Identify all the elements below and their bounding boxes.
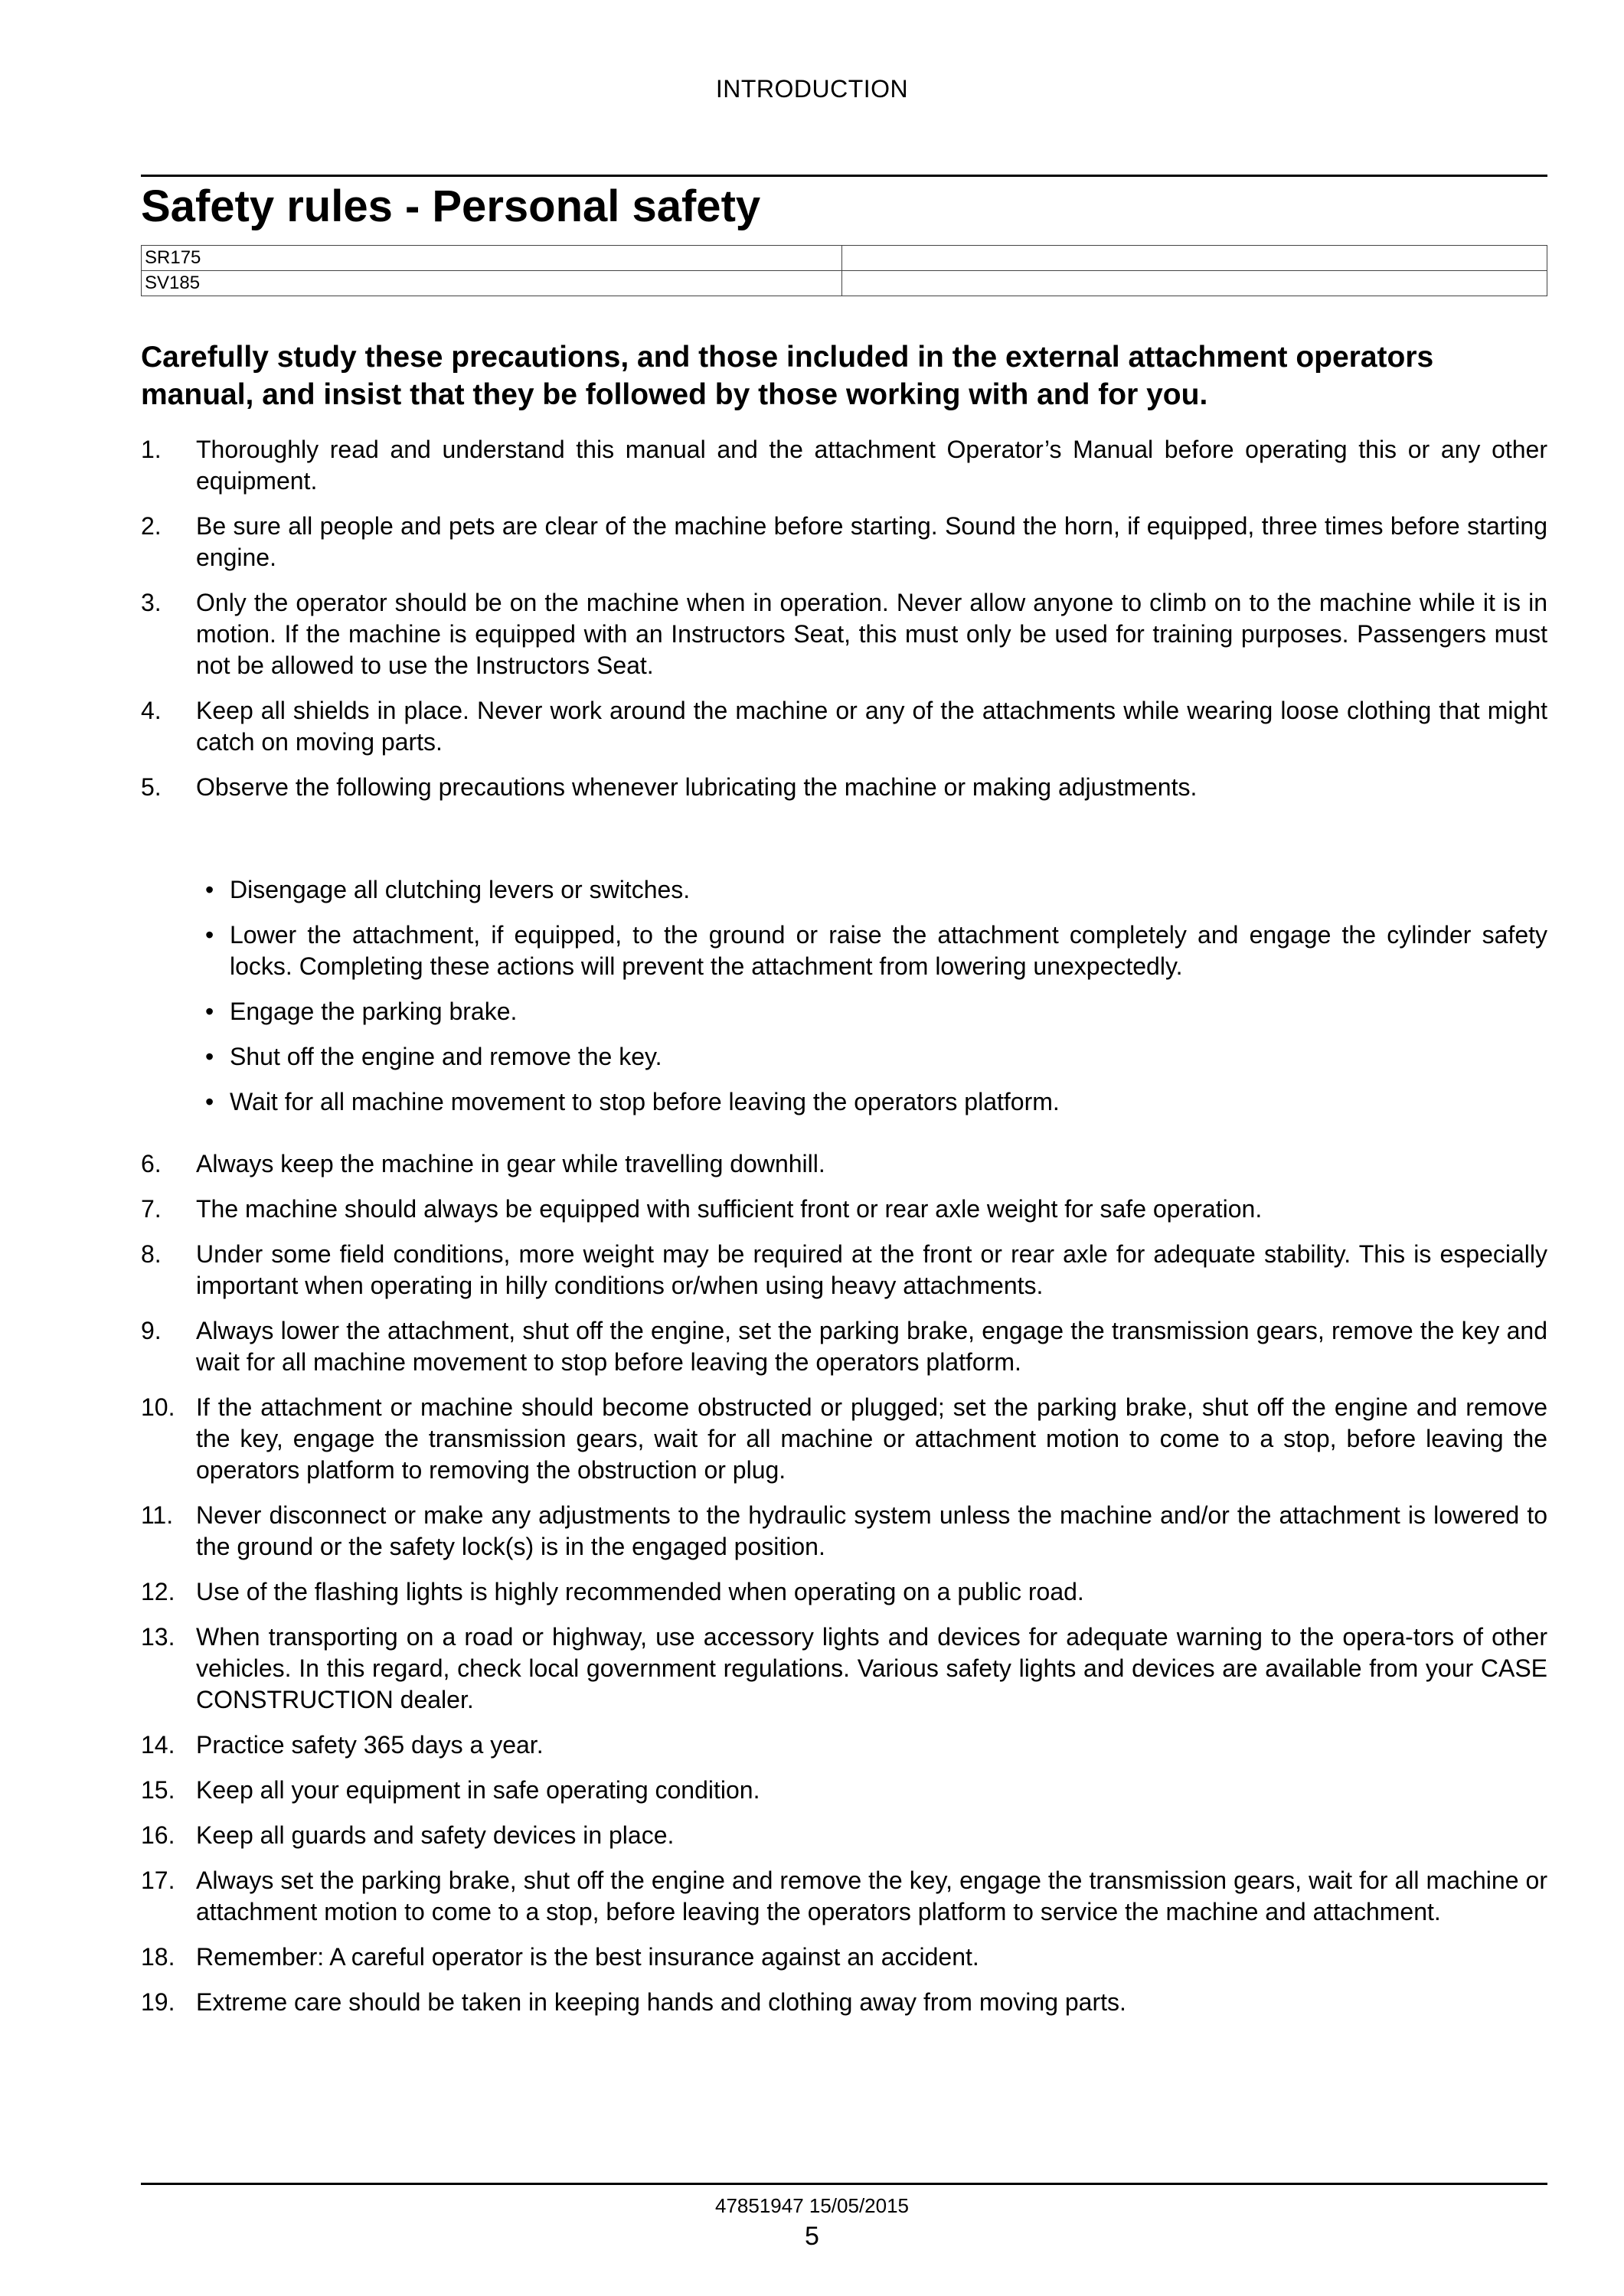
numbered-list-part2 bbox=[141, 1148, 1547, 2032]
item-text: If the attachment or machine should become obstructed or plugged; set the parking brake, shut off the engine and remove the key, engage the transmission gears, wait for all machine or attachment motion to come to a stop, before leaving the operators platform to removing the obstruction or plug. bbox=[196, 1393, 1547, 1484]
item-number: 4. bbox=[141, 697, 162, 724]
bullet-icon: • bbox=[205, 998, 214, 1025]
item-number: 10. bbox=[141, 1393, 175, 1421]
item-text: Only the operator should be on the machine when in operation. Never allow anyone to climb on to the machine while it is in motion. If the machine is equipped with an Instructors Seat, this must only be used for training purposes. Passengers must not be allowed to use the Instructors Seat. bbox=[196, 589, 1547, 679]
precautions-bullet-list bbox=[196, 874, 1547, 1132]
model-applicability-table bbox=[141, 245, 1547, 296]
item-number: 5. bbox=[141, 773, 162, 801]
table-row bbox=[142, 246, 1547, 271]
item-number: 9. bbox=[141, 1317, 162, 1344]
bullet-text: Wait for all machine movement to stop before leaving the operators platform. bbox=[230, 1088, 1060, 1115]
item-text: Thoroughly read and understand this manual and the attachment Operator’s Manual before operating this or any other equipment. bbox=[196, 436, 1547, 495]
bullet-text: Disengage all clutching levers or switches. bbox=[230, 876, 691, 903]
model-cell: SR175 bbox=[142, 246, 842, 271]
item-number: 13. bbox=[141, 1623, 175, 1651]
list-item bbox=[141, 1729, 1547, 1761]
list-item bbox=[141, 587, 1547, 681]
item-text: Be sure all people and pets are clear of the machine before starting. Sound the horn, if equipped, three times before starting engine. bbox=[196, 512, 1547, 571]
list-item bbox=[141, 1942, 1547, 1973]
bullet-text: Engage the parking brake. bbox=[230, 998, 518, 1025]
list-item bbox=[141, 1622, 1547, 1716]
list-item bbox=[141, 1194, 1547, 1225]
list-item bbox=[141, 434, 1547, 497]
item-text: Use of the flashing lights is highly recommended when operating on a public road. bbox=[196, 1578, 1084, 1605]
footer-rule bbox=[141, 2183, 1547, 2185]
document-reference: 47851947 15/05/2015 bbox=[714, 2194, 910, 2217]
item-text: Observe the following precautions whenever lubricating the machine or making adjustments. bbox=[196, 773, 1198, 801]
item-number: 15. bbox=[141, 1776, 175, 1804]
bullet-icon: • bbox=[205, 1043, 214, 1070]
model-cell: SV185 bbox=[142, 271, 842, 296]
item-number: 1. bbox=[141, 436, 162, 463]
running-header: INTRODUCTION bbox=[715, 75, 909, 103]
item-text: Extreme care should be taken in keeping hands and clothing away from moving parts. bbox=[196, 1988, 1126, 2016]
item-number: 18. bbox=[141, 1943, 175, 1971]
bullet-item bbox=[196, 874, 1547, 906]
item-text: Practice safety 365 days a year. bbox=[196, 1731, 544, 1759]
item-number: 11. bbox=[141, 1501, 174, 1529]
list-item bbox=[141, 1392, 1547, 1486]
bullet-item bbox=[196, 1086, 1547, 1118]
item-number: 12. bbox=[141, 1578, 175, 1605]
bullet-item bbox=[196, 919, 1547, 982]
list-item bbox=[141, 772, 1547, 803]
item-text: Keep all guards and safety devices in place. bbox=[196, 1821, 675, 1849]
item-text: Always keep the machine in gear while travelling downhill. bbox=[196, 1150, 825, 1177]
item-text: Never disconnect or make any adjustments to the hydraulic system unless the machine and/or the attachment is lowered to the ground or the safety lock(s) is in the engaged position. bbox=[196, 1501, 1547, 1560]
list-item bbox=[141, 1148, 1547, 1180]
item-number: 2. bbox=[141, 512, 162, 540]
list-item bbox=[141, 695, 1547, 758]
list-item bbox=[141, 1987, 1547, 2018]
empty-cell bbox=[842, 246, 1547, 271]
bullet-item bbox=[196, 1041, 1547, 1073]
list-item bbox=[141, 1239, 1547, 1302]
list-item bbox=[141, 1820, 1547, 1851]
empty-cell bbox=[842, 271, 1547, 296]
lead-paragraph: Carefully study these precautions, and those included in the external attachment operators manual, and insist that they be followed by those working with and for you. bbox=[141, 341, 1434, 411]
page-number: 5 bbox=[805, 2222, 819, 2251]
bullet-text: Shut off the engine and remove the key. bbox=[230, 1043, 662, 1070]
list-item bbox=[141, 1500, 1547, 1563]
list-item bbox=[141, 511, 1547, 573]
item-text: The machine should always be equipped with sufficient front or rear axle weight for safe operation. bbox=[196, 1195, 1263, 1223]
item-number: 14. bbox=[141, 1731, 175, 1759]
item-text: Keep all your equipment in safe operating condition. bbox=[196, 1776, 760, 1804]
bullet-item bbox=[196, 996, 1547, 1027]
item-number: 3. bbox=[141, 589, 162, 616]
list-item bbox=[141, 1315, 1547, 1378]
item-number: 7. bbox=[141, 1195, 162, 1223]
item-number: 8. bbox=[141, 1240, 162, 1268]
numbered-list-part1 bbox=[141, 434, 1547, 817]
bullet-icon: • bbox=[205, 921, 214, 949]
bullet-icon: • bbox=[205, 876, 214, 903]
page-title: Safety rules - Personal safety bbox=[141, 181, 761, 231]
header-rule bbox=[141, 175, 1547, 177]
item-number: 19. bbox=[141, 1988, 175, 2016]
list-item bbox=[141, 1576, 1547, 1608]
bullet-text: Lower the attachment, if equipped, to the ground or raise the attachment completely and engage the cylinder safety locks. Completing these actions will prevent the attachment from lowering unexpectedly. bbox=[230, 921, 1547, 980]
item-text: When transporting on a road or highway, use accessory lights and devices for adequate warning to the opera-tors of other vehicles. In this regard, check local government regulations. Various safety lights and devices are available from your CASE CONSTRUCTION dealer. bbox=[196, 1623, 1547, 1713]
item-text: Keep all shields in place. Never work around the machine or any of the attachments while wearing loose clothing that might catch on moving parts. bbox=[196, 697, 1547, 756]
bullet-icon: • bbox=[205, 1088, 214, 1115]
list-item bbox=[141, 1775, 1547, 1806]
item-number: 16. bbox=[141, 1821, 175, 1849]
item-number: 17. bbox=[141, 1867, 175, 1894]
item-text: Always set the parking brake, shut off the engine and remove the key, engage the transmission gears, wait for all machine or attachment motion to come to a stop, before leaving the operators platform to service the machine and attachment. bbox=[196, 1867, 1547, 1925]
table-row bbox=[142, 271, 1547, 296]
item-text: Under some field conditions, more weight may be required at the front or rear axle for adequate stability. This is especially important when operating in hilly conditions or/when using heavy attachments. bbox=[196, 1240, 1547, 1299]
item-text: Always lower the attachment, shut off the engine, set the parking brake, engage the transmission gears, remove the key and wait for all machine movement to stop before leaving the operators platform. bbox=[196, 1317, 1547, 1376]
list-item bbox=[141, 1865, 1547, 1928]
item-text: Remember: A careful operator is the best insurance against an accident. bbox=[196, 1943, 979, 1971]
item-number: 6. bbox=[141, 1150, 162, 1177]
